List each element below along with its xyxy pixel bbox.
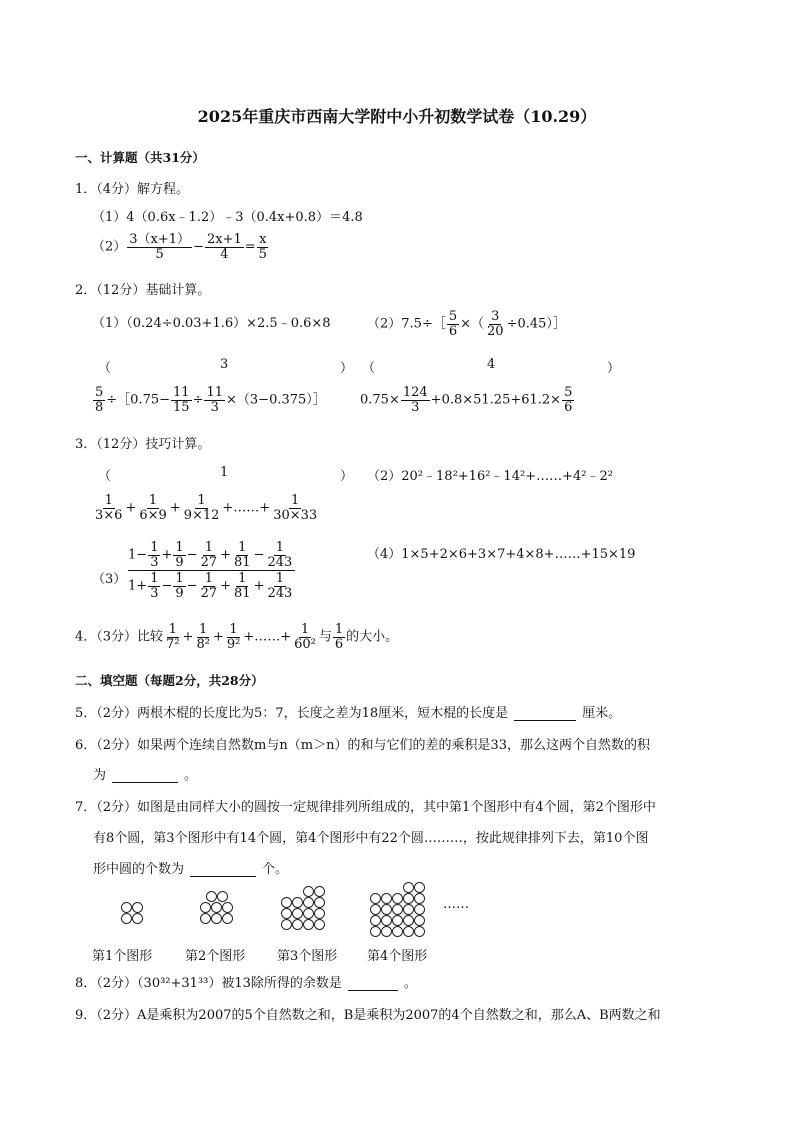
page-title: 2025年重庆市西南大学附中小升初数学试卷（10.29）	[197, 107, 597, 126]
fraction: $\frac{2x+1}{4}$	[206, 232, 242, 262]
pattern-circle	[381, 915, 392, 926]
complex-fraction-numerator: 1− $\frac{1}{3}$ + $\frac{1}{9}$ − $\frac{1}{27}$ + $\frac{1}{81}$ − $\frac{1}{243}$	[128, 541, 295, 571]
pattern-circle	[392, 926, 403, 937]
pattern-circle	[281, 919, 292, 930]
pattern-circle	[414, 882, 425, 893]
pattern-circle	[392, 904, 403, 915]
complex-fraction-denominator: 1+ $\frac{1}{3}$ − $\frac{1}{9}$ − $\frac{1}{27}$ + $\frac{1}{81}$ + $\frac{1}{243}$	[128, 571, 293, 601]
pattern-circle	[292, 897, 303, 908]
fraction: $\frac{3(x+1)}{5}$	[129, 232, 191, 262]
pattern-circle	[370, 893, 381, 904]
question-2-head: 2．（12分）基础计算。	[75, 283, 211, 298]
answer-blank[interactable]	[348, 990, 398, 991]
question-3-part-1-number: 1	[220, 465, 229, 480]
fraction: $\frac{1}{6\times 9}$	[139, 493, 167, 523]
pattern-circle	[222, 913, 233, 924]
question-2-part-3-number: 3	[220, 357, 229, 372]
fraction: $\frac{11}{15}$	[173, 385, 190, 415]
question-2-part-4-open: （	[362, 361, 376, 376]
fraction: $\frac{5}{6}$	[448, 309, 458, 339]
question-2-part-4-close: ）	[607, 361, 621, 376]
pattern-circle	[414, 893, 425, 904]
pattern-circle	[200, 913, 211, 924]
question-2-part-3-close: ）	[340, 361, 354, 376]
pattern-circle	[314, 897, 325, 908]
question-1-part-1: （1）4（0.6x﹣1.2）﹣3（0.4x+0.8）＝4.8	[92, 210, 363, 225]
pattern-circle	[381, 904, 392, 915]
question-2-part-3-expression: $\frac{5}{8}$ ÷［0.75− $\frac{11}{15}$ ÷ $\frac{11}{3}$ ×（3−0.375）］	[95, 385, 326, 415]
pattern-circle	[381, 893, 392, 904]
question-3-part-2: （2）20²﹣18²+16²﹣14²+……+4²﹣2²	[367, 469, 613, 484]
pattern-circle	[403, 882, 414, 893]
answer-blank[interactable]	[514, 720, 576, 721]
answer-blank[interactable]	[112, 782, 178, 783]
fraction: $\frac{1}{\text{7²}}$	[166, 622, 180, 652]
pattern-circle	[217, 891, 228, 902]
pattern-circle	[370, 904, 381, 915]
pattern-circle	[370, 926, 381, 937]
question-3-part-1-close: ）	[340, 469, 354, 484]
question-3-head: 3．（12分）技巧计算。	[75, 437, 211, 452]
pattern-circle	[381, 926, 392, 937]
fraction: $\frac{5}{6}$	[564, 385, 573, 415]
question-4: 4．（3分）比较 $\frac{1}{\text{7²}}$ + $\frac{1}{\text{8²}}$ + $\frac{1}{\text{9²}}$ +……+ $\frac{1}{\text{60²}}$ 与 $\frac{1}{6}$ 的大小。	[75, 622, 399, 652]
fraction: $\frac{1}{\text{9²}}$	[226, 622, 241, 652]
fraction: $\frac{1}{\text{8²}}$	[196, 622, 210, 652]
question-3-part-1-open: （	[98, 469, 112, 484]
pattern-circle	[121, 913, 132, 924]
pattern-circle	[414, 926, 425, 937]
question-2-part-3-open: （	[98, 361, 112, 376]
answer-blank[interactable]	[190, 876, 256, 877]
question-3-part-1-expression: $\frac{1}{3\times 6}$ + $\frac{1}{6\times 9}$ + $\frac{1}{9\times 12}$ +……+ $\frac{1}{30\times 33}$	[95, 493, 318, 523]
fraction: $\frac{11}{3}$	[206, 385, 224, 415]
question-7-line-1: 7．（2分）如图是由同样大小的圆按一定规律排列所组成的，其中第1个图形中有4个圆，第2个图形中	[75, 800, 656, 815]
pattern-circle	[222, 902, 233, 913]
fraction: $\frac{5}{8}$	[95, 385, 104, 415]
pattern-circle	[403, 893, 414, 904]
part-label: （2）	[92, 239, 127, 255]
section-heading-1: 一、计算题（共31分）	[75, 150, 205, 165]
fraction: $\frac{1}{9\times 12}$	[183, 493, 220, 523]
question-7-line-3: 形中圆的个数为 个。	[93, 862, 289, 877]
pattern-circle	[392, 893, 403, 904]
question-2-part-2: （2）7.5÷［ $\frac{5}{6}$ ×（ $\frac{3}{20}$ ÷0.45）］	[367, 309, 566, 339]
figure-ellipsis: ……	[443, 897, 469, 912]
question-5: 5．（2分）两根木棍的长度比为5：7，长度之差为18厘米，短木棍的长度是 厘米。	[75, 706, 622, 721]
fraction: $\frac{1}{6}$	[334, 622, 344, 652]
fraction: $\frac{x}{5}$	[258, 232, 267, 262]
question-2-part-4-number: 4	[487, 357, 496, 372]
fraction: $\frac{124}{3}$	[402, 385, 428, 415]
pattern-circle	[414, 904, 425, 915]
pattern-circle	[281, 908, 292, 919]
pattern-circle	[200, 902, 211, 913]
pattern-circle	[303, 886, 314, 897]
pattern-circle	[211, 902, 222, 913]
question-1-head: 1．（4分）解方程。	[75, 182, 190, 197]
question-3-part-4: （4）1×5+2×6+3×7+4×8+……+15×19	[367, 547, 636, 562]
pattern-circle	[403, 904, 414, 915]
fraction: $\frac{3}{20}$	[487, 309, 504, 339]
pattern-circle	[403, 915, 414, 926]
figure-caption-3: 第3个图形	[277, 949, 338, 964]
pattern-circle	[121, 902, 132, 913]
pattern-circle	[314, 886, 325, 897]
question-2-part-1: （1）（0.24÷0.03+1.6）×2.5﹣0.6×8	[92, 316, 331, 331]
pattern-circle	[132, 902, 143, 913]
pattern-circle	[303, 897, 314, 908]
fraction: $\frac{1}{30\times 33}$	[273, 493, 318, 523]
question-9: 9．（2分）A是乘积为2007的5个自然数之和，B是乘积为2007的4个自然数之和，那么A、B两数之和	[75, 1008, 661, 1023]
fraction: $\frac{1}{3\times 6}$	[95, 493, 123, 523]
pattern-circle	[132, 913, 143, 924]
figure-caption-2: 第2个图形	[185, 949, 246, 964]
pattern-circle	[292, 919, 303, 930]
pattern-circle	[292, 908, 303, 919]
question-2-part-4-expression: 0.75× $\frac{124}{3}$ +0.8×51.25+61.2× $\frac{5}{6}$	[360, 385, 573, 415]
pattern-circle	[370, 915, 381, 926]
question-1-part-2: （2） $\frac{3(x+1)}{5}$ − $\frac{2x+1}{4}$ = $\frac{x}{5}$	[92, 232, 267, 262]
pattern-circle	[206, 891, 217, 902]
question-3-part-3-label: （3）	[92, 572, 127, 587]
pattern-circle	[314, 919, 325, 930]
pattern-circle	[314, 908, 325, 919]
pattern-circle	[392, 915, 403, 926]
figure-caption-1: 第1个图形	[92, 949, 153, 964]
question-6-line-2: 为 。	[93, 768, 198, 783]
pattern-circle	[303, 919, 314, 930]
fraction: $\frac{1}{\text{60²}}$	[294, 622, 316, 652]
question-6-line-1: 6．（2分）如果两个连续自然数m与n（m＞n）的和与它们的差的乘积是33，那么这两个自然数的积	[75, 738, 650, 753]
question-3-part-3-complex-fraction	[128, 541, 295, 601]
pattern-circle	[211, 913, 222, 924]
pattern-circle	[403, 926, 414, 937]
pattern-circle	[303, 908, 314, 919]
section-heading-2: 二、填空题（每题2分，共28分）	[75, 673, 264, 688]
question-8: 8．（2分）（30³²+31³³）被13除所得的余数是 。	[75, 976, 417, 991]
figure-caption-4: 第4个图形	[367, 949, 428, 964]
question-7-line-2: 有8个圆，第3个图形中有14个圆，第4个图形中有22个圆………，按此规律排列下去，第10个图	[93, 831, 649, 846]
pattern-circle	[281, 897, 292, 908]
pattern-circle	[414, 915, 425, 926]
